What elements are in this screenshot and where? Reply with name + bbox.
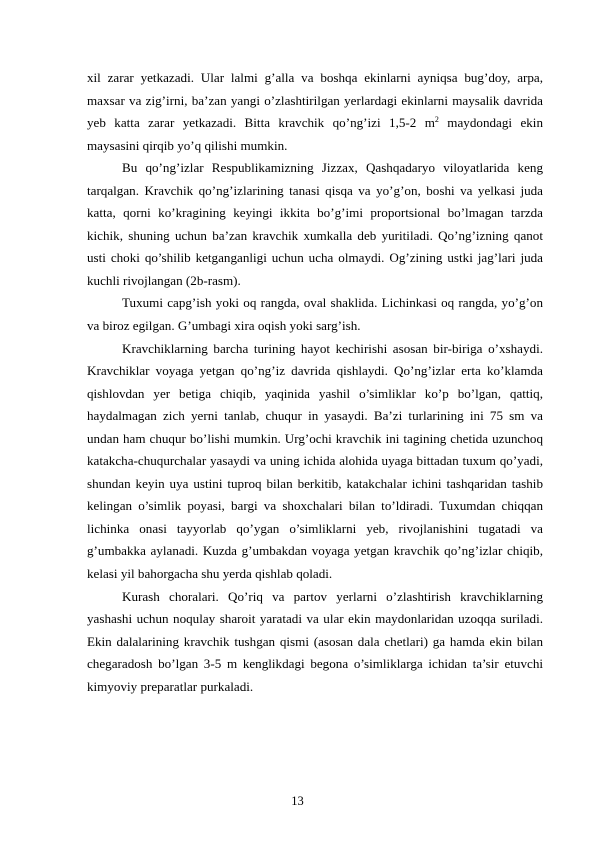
document-page — [87, 67, 543, 698]
superscript-squared: 2 — [434, 115, 439, 125]
paragraph-2: Bu qo’ng’izlar Respublikamizning Jizzax, Qashqadaryo viloyatlarida keng tarqalgan. Kravchik qo’ng’izlarining tanasi qisqa va yo’g’on, boshi va yelkasi juda katta, qorni ko’kragining keyingi ikkita bo’g’imi proportsional bo’lmagan tarzda kichik, shuning uchun ba’zan kravchik xumkalla deb yuritiladi. Qo’ng’izning qanot usti choki qo’shilib ketganganligi uchun ucha olmaydi. Og’zining ustki jag’lari juda kuchli rivojlangan (2b-rasm). — [87, 160, 543, 288]
paragraph-4: Kravchiklarning barcha turining hayot kechirishi asosan bir-biriga o’xshaydi. Kravchiklar voyaga yetgan qo’ng’iz davrida qishlaydi. Qo’ng’izlar erta ko’klamda qishlovdan yer betiga chiqib, yaqinida yashil o’simliklar ko’p bo’lgan, qattiq, haydalmagan zich yerni tanlab, chuqur in yasaydi. Ba’zi turlarining ini 75 sm va undan ham chuqur bo’lishi mumkin. Urg’ochi kravchik ini tagining chetida uzunchoq katakcha-chuqurchalar yasaydi va uning ichida alohida uyaga bittadan tuxum qo’yadi, shundan keyin uya ustini tuproq bilan berkitib, katakchalar ichini tashqaridan tashib kelingan o’simlik poyasi, bargi va shoxchalari bilan to’ldiradi. Tuxumdan chiqqan lichinka onasi tayyorlab qo’ygan o’simliklarni yeb, rivojlanishini tugatadi va g’umbakka aylanadi. Kuzda g’umbakdan voyaga yetgan kravchik qo’ng’izlar chiqib, kelasi yil bahorgacha shu yerda qishlab qoladi. — [87, 340, 543, 582]
paragraph-1-text-end: maydondagi ekin maysasini qirqib yo’q qilishi mumkin. — [87, 115, 543, 153]
paragraph-1 — [87, 67, 543, 157]
paragraph-1-text: xil zarar yetkazadi. Ular lalmi g’alla va boshqa ekinlarni ayniqsa bug’doy, arpa, maxsar va zig’irni, ba’zan yangi o’zlashtirilgan yerlardagi ekinlarni maysalik davrida yeb katta zarar yetkazadi. Bitta kravchik qo’ng’izi 1,5-2 m — [87, 70, 543, 131]
paragraph-3: Tuxumi capg’ish yoki oq rangda, oval shaklida. Lichinkasi oq rangda, yo’g’on va biroz egilgan. G’umbagi xira oqish yoki sarg’ish. — [87, 295, 543, 334]
paragraph-5: Kurash choralari. Qo’riq va partov yerlarni o’zlashtirish kravchiklarning yashashi uchun noqulay sharoit yaratadi va ular ekin maydonlaridan uzoqqa suriladi. Ekin dalalarining kravchik tushgan qismi (asosan dala chetlari) ga hamda ekin bilan chegaradosh bo’lgan 3-5 m kenglikdagi begona o’simliklarga ichidan ta’sir etuvchi kimyoviy preparatlar purkaladi. — [87, 588, 543, 694]
page-number: 13 — [291, 794, 304, 808]
